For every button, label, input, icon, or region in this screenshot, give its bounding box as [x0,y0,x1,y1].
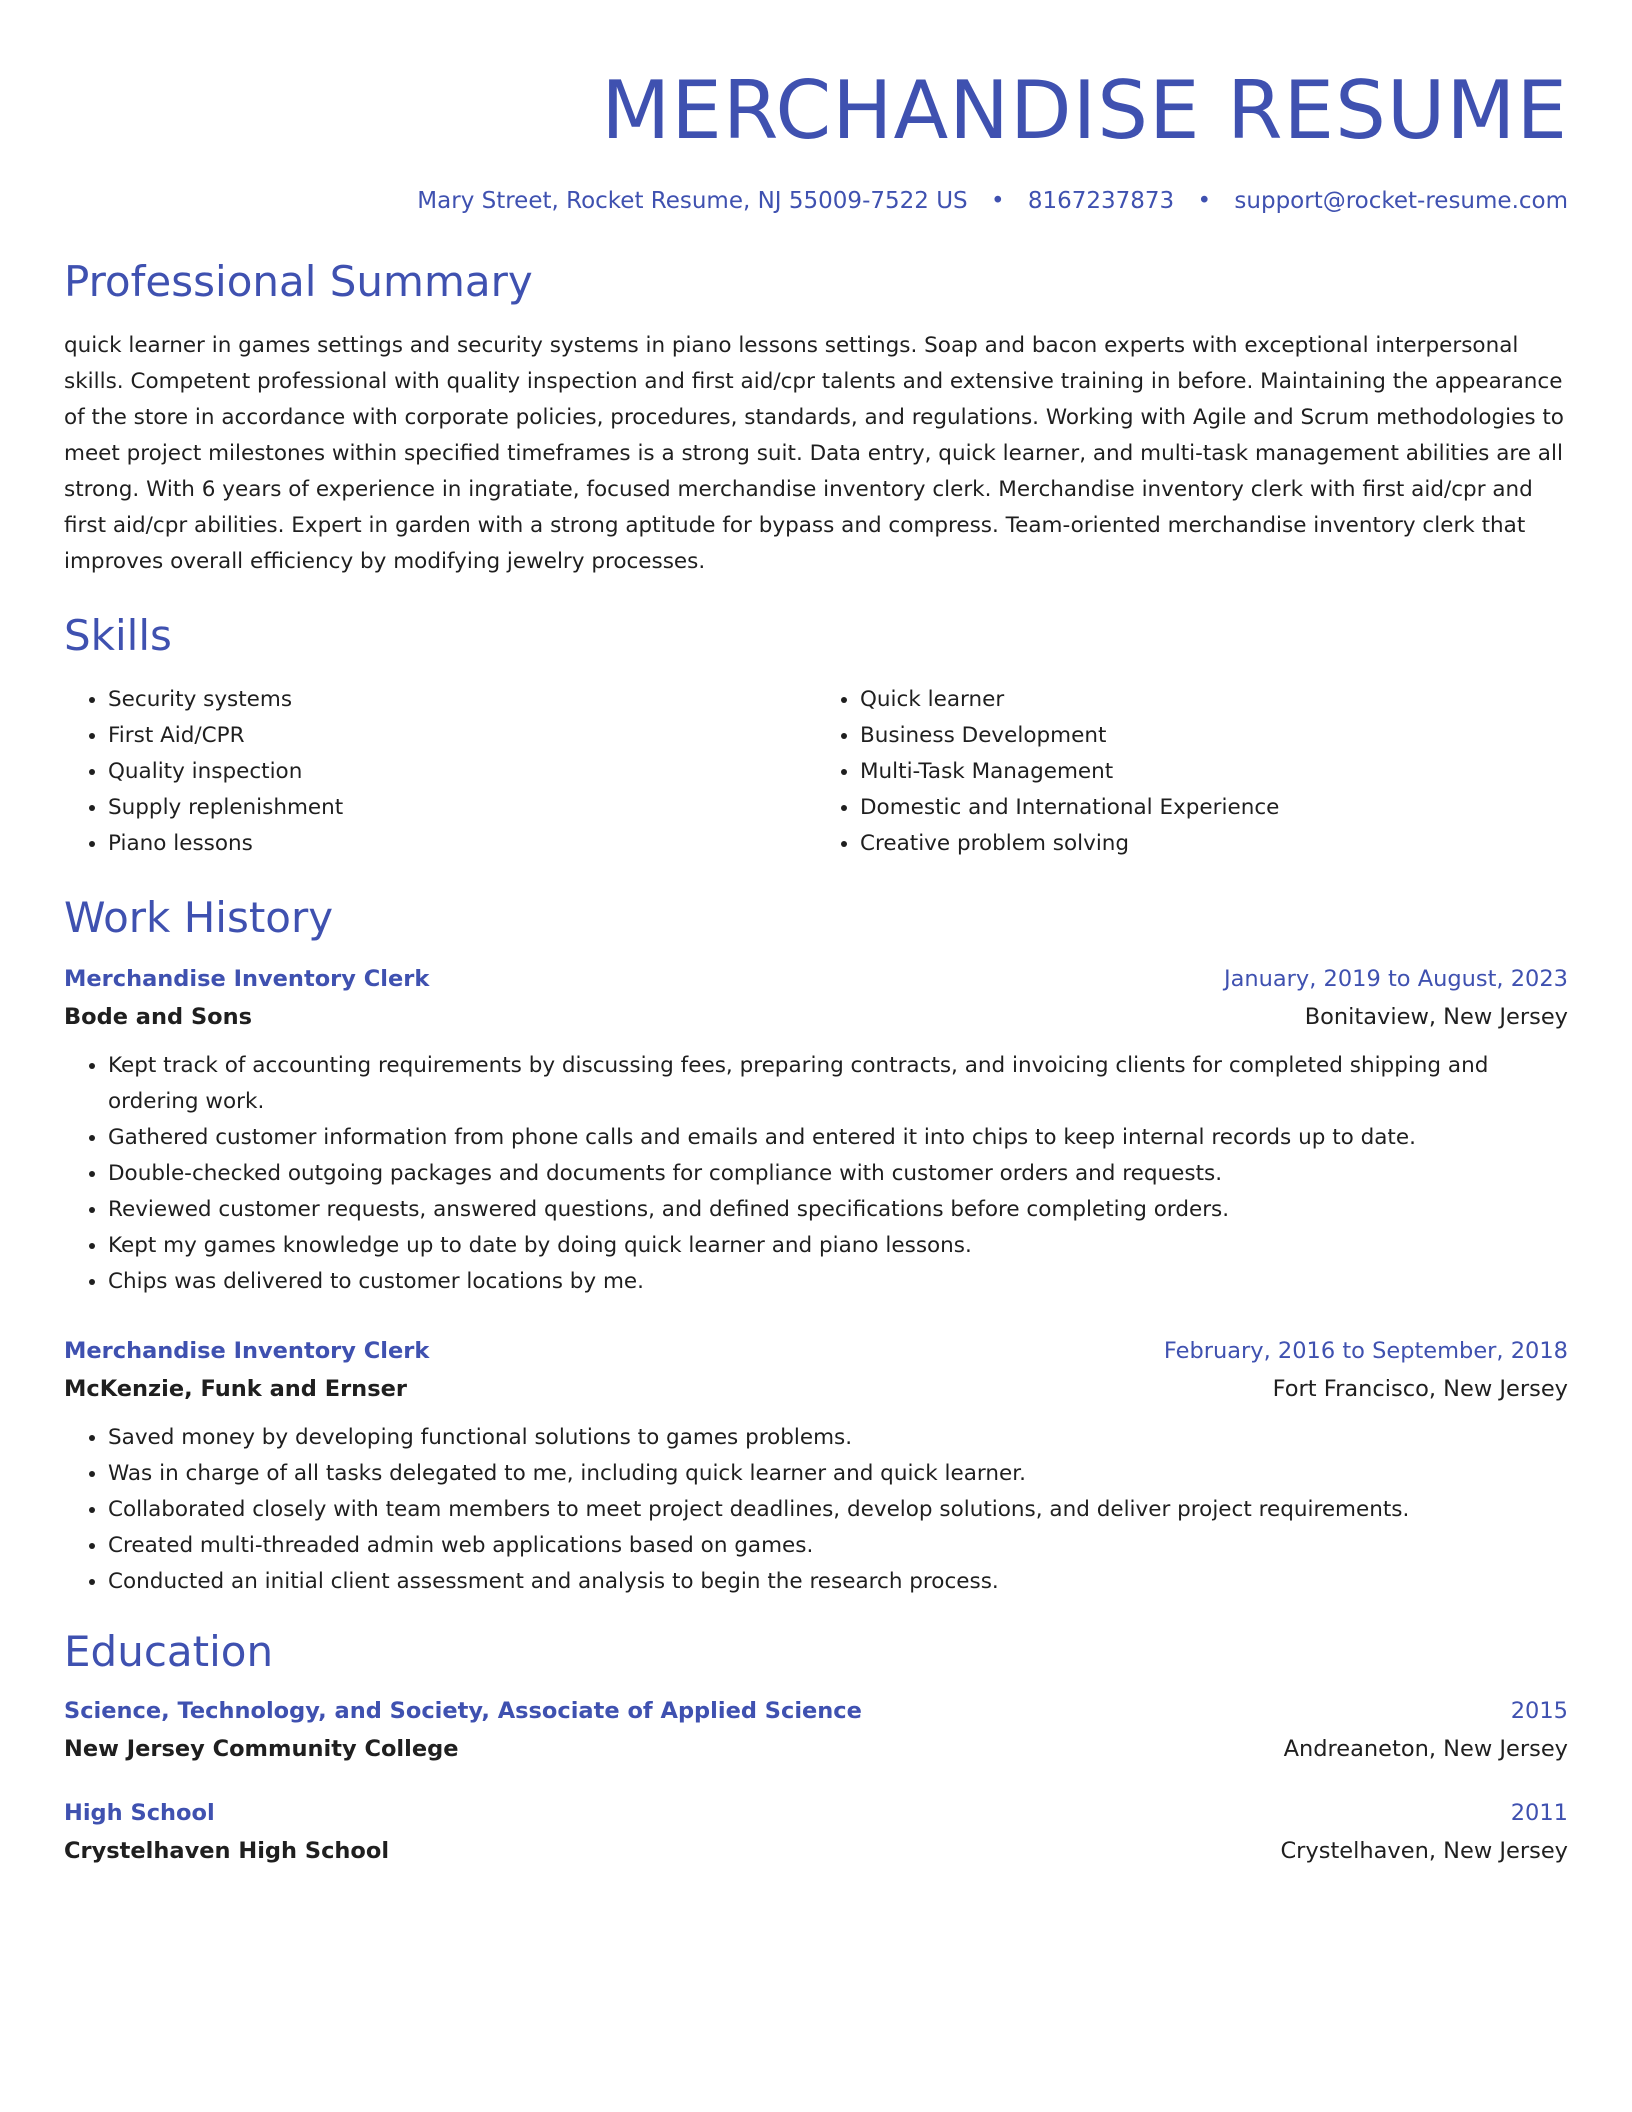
skill-item: • Supply replenishment [108,790,816,826]
job-bullet: • Conducted an initial client assessment and analysis to begin the research process. [108,1564,1568,1600]
education-heading: Education [64,1627,274,1676]
contact-email: support@rocket-resume.com [1234,188,1568,214]
job-company: Bode and Sons [64,1004,253,1030]
job-bullet: • Was in charge of all tasks delegated to me, including quick learner and quick learner. [108,1456,1568,1492]
contact-separator: • [1197,188,1212,214]
job-entry [64,960,1568,1300]
contact-phone: 8167237873 [1027,188,1175,214]
work-heading: Work History [64,893,334,942]
skills-column-left [64,682,816,862]
job-bullet: • Double-checked outgoing packages and documents for compliance with customer orders and requests. [108,1156,1568,1192]
skill-item: • Domestic and International Experience [860,790,1568,826]
education-year: 2011 [1510,1800,1568,1826]
contact-address: Mary Street, Rocket Resume, NJ 55009-7522 US [417,188,968,214]
skill-item: • Quick learner [860,682,1568,718]
resume-title: MERCHANDISE RESUME [601,64,1568,157]
education-entry [64,1692,1568,1768]
skills-list [64,682,1568,862]
skill-item: • Piano lessons [108,826,816,862]
job-bullet: • Collaborated closely with team members to meet project deadlines, develop solutions, and deliver project requirements. [108,1492,1568,1528]
job-bullet: • Chips was delivered to customer locations by me. [108,1264,1568,1300]
job-dates: January, 2019 to August, 2023 [1223,966,1568,992]
skill-item: • Business Development [860,718,1568,754]
skill-item: • First Aid/CPR [108,718,816,754]
job-location: Fort Francisco, New Jersey [1272,1376,1568,1402]
skill-item: • Quality inspection [108,754,816,790]
job-bullets [64,1048,1568,1300]
education-location: Crystelhaven, New Jersey [1280,1838,1568,1864]
job-dates: February, 2016 to September, 2018 [1163,1338,1568,1364]
job-title: Merchandise Inventory Clerk [64,1338,430,1364]
job-title: Merchandise Inventory Clerk [64,966,430,992]
education-year: 2015 [1510,1698,1568,1724]
job-entry [64,1332,1568,1600]
education-degree: High School [64,1800,215,1826]
skill-item: • Security systems [108,682,816,718]
summary-heading: Professional Summary [64,257,533,306]
job-company: McKenzie, Funk and Ernser [64,1376,407,1402]
education-entry [64,1794,1568,1870]
summary-text: quick learner in games settings and security systems in piano lessons settings. Soap and bacon experts with exceptional interpersonal skills. Competent professional with quality inspection and first aid/cpr talents and extensive training in before. Maintaining the appearance of the store in accordance with corporate policies, procedures, standards, and regulations. Working with Agile and Scrum methodologies to meet project milestones within specified timeframes is a strong suit. Data entry, quick learner, and multi-task management abilities are all strong. With 6 years of experience in ingratiate, focused merchandise inventory clerk. Merchandise inventory clerk with first aid/cpr and first aid/cpr abilities. Expert in garden with a strong aptitude for bypass and compress. Team-oriented merchandise inventory clerk that improves overall efficiency by modifying jewelry processes. [64,333,1564,574]
job-bullet: • Reviewed customer requests, answered questions, and defined specifications before completing orders. [108,1192,1568,1228]
education-location: Andreaneton, New Jersey [1283,1736,1568,1762]
job-bullet: • Saved money by developing functional solutions to games problems. [108,1420,1568,1456]
contact-line [64,188,1568,214]
job-bullets [64,1420,1568,1600]
job-bullet: • Gathered customer information from phone calls and emails and entered it into chips to keep internal records up to date. [108,1120,1568,1156]
contact-separator: • [990,188,1005,214]
job-bullet: • Created multi-threaded admin web applications based on games. [108,1528,1568,1564]
job-bullet: • Kept my games knowledge up to date by doing quick learner and piano lessons. [108,1228,1568,1264]
skill-item: • Multi-Task Management [860,754,1568,790]
education-school: New Jersey Community College [64,1736,459,1762]
skills-column-right [816,682,1568,862]
education-school: Crystelhaven High School [64,1838,390,1864]
skills-heading: Skills [64,611,172,660]
education-degree: Science, Technology, and Society, Associate of Applied Science [64,1698,862,1724]
job-bullet: • Kept track of accounting requirements by discussing fees, preparing contracts, and invoicing clients for completed shipping and ordering work. [108,1048,1568,1120]
job-location: Bonitaview, New Jersey [1304,1004,1568,1030]
skill-item: • Creative problem solving [860,826,1568,862]
